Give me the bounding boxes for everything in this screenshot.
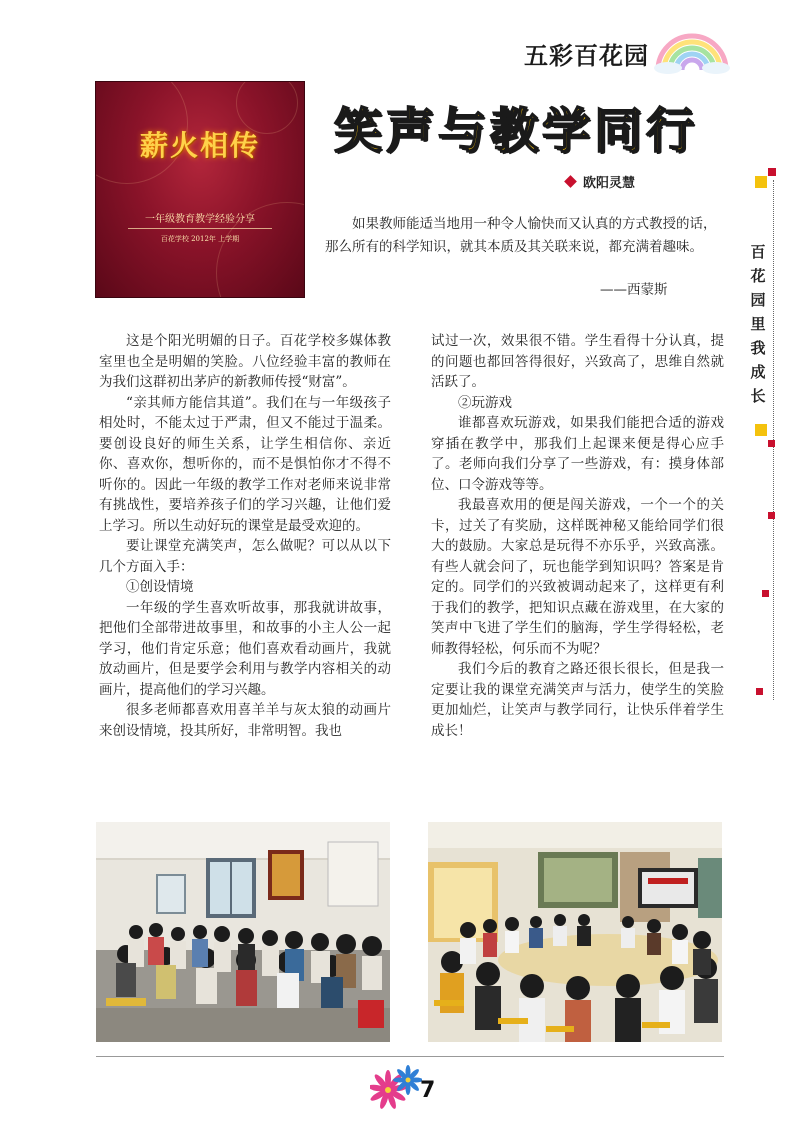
sidebar-square-icon	[768, 168, 776, 176]
body-column-left	[99, 331, 391, 741]
cover-title: 薪火相传	[139, 129, 260, 162]
photo-classroom-right	[428, 822, 722, 1042]
rainbow-icon	[654, 28, 730, 74]
brand-text: 五彩百花园	[524, 42, 649, 70]
paragraph: 一年级的学生喜欢听故事，那我就讲故事，把他们全部带进故事里，和故事的小主人公一起学习，他们肯定乐意；他们喜欢看动画片，我就放动画片，但是要学会利用与教学内容相关的动画片，提高他们的学习兴趣。	[99, 599, 391, 698]
subheading: ①创设情境	[126, 579, 194, 595]
flower-icon	[370, 1064, 422, 1110]
body-column-right	[431, 331, 724, 741]
sidebar-square-icon	[755, 176, 767, 188]
footer-divider	[96, 1056, 724, 1057]
subheading: ②玩游戏	[458, 394, 512, 411]
cover-divider	[128, 228, 272, 229]
meeting-room-photo	[428, 822, 722, 1042]
diamond-icon	[564, 175, 577, 188]
paragraph: 我最喜欢用的便是闯关游戏，一个一个的关卡，过关了有奖励，这样既神秘又能给同学们很大的鼓励。大家总是玩得不亦乐乎，兴致高涨。有些人就会问了，玩也能学到知识吗？答案是肯定的。同学们的兴致被调动起来了，这样更有利于我们的教学，把知识点藏在游戏里，在大家的笑声中飞进了学生们的脑海，学生学得轻松，老师教得轻松，何乐而不为呢？	[431, 497, 724, 657]
paragraph: 我们今后的教育之路还很长很长，但是我一定要让我的课堂充满笑声与活力，使学生的笑脸更加灿烂，让笑声与教学同行，让快乐伴着学生成长！	[431, 661, 724, 739]
paragraph: “亲其师方能信其道”。我们在与一年级孩子相处时，不能太过于严肃，但又不能过于温柔。要创设良好的师生关系，让学生相信你、亲近你、喜欢你，想听你的，而不是惧怕你才不得不听你的。因此一年级的教学工作对老师来说非常有挑战性，要培养孩子们的学习兴趣，让他们爱上学习。所以生动好玩的课堂是最受欢迎的。	[99, 394, 391, 534]
photo-classroom-left	[96, 822, 390, 1042]
cover-footer: 百花学校 2012年 上学期	[160, 235, 240, 243]
article-title: 笑声与教学同行	[334, 103, 699, 159]
sidebar-label: 百花园里我成长	[750, 243, 766, 405]
paragraph: 谁都喜欢玩游戏，如果我们能把合适的游戏穿插在教学中，那我们上起课来便是得心应手了。老师向我们分享了一些游戏，有：摸身体部位、口令游戏等等。	[431, 415, 724, 493]
author-line	[566, 172, 635, 191]
paragraph: 这是个阳光明媚的日子。百花学校多媒体教室里也全是明媚的笑脸。八位经验丰富的教师在为我们这群初出茅庐的新教师传授“财富”。	[99, 333, 391, 390]
paragraph: 试过一次，效果很不错。学生看得十分认真，提的问题也都回答得很好，兴致高了，思维自然就活跃了。	[431, 333, 724, 390]
paragraph: 很多老师都喜欢用喜羊羊与灰太狼的动画片来创设情境，投其所好，非常明智。我也	[99, 702, 391, 739]
page-number: 7	[420, 1078, 436, 1103]
classroom-photo	[96, 822, 390, 1042]
paragraph: 要让课堂充满笑声，怎么做呢？可以从以下几个方面入手：	[99, 538, 391, 575]
sidebar-square-icon	[755, 424, 767, 436]
author-name: 欧阳灵慧	[583, 176, 636, 191]
sidebar-square-icon	[768, 440, 775, 447]
cover-subtitle: 一年级教育教学经验分享	[145, 214, 255, 225]
sidebar-square-icon	[756, 688, 763, 695]
epigraph-source: ——西蒙斯	[600, 282, 668, 298]
epigraph-quote: 如果教师能适当地用一种令人愉快而又认真的方式教授的话，那么所有的科学知识，就其本质及其关联来说，都充满着趣味。	[325, 216, 717, 255]
cover-image	[96, 82, 304, 297]
sidebar-square-icon	[762, 590, 769, 597]
section-brand	[524, 28, 724, 76]
sidebar-square-icon	[768, 512, 775, 519]
